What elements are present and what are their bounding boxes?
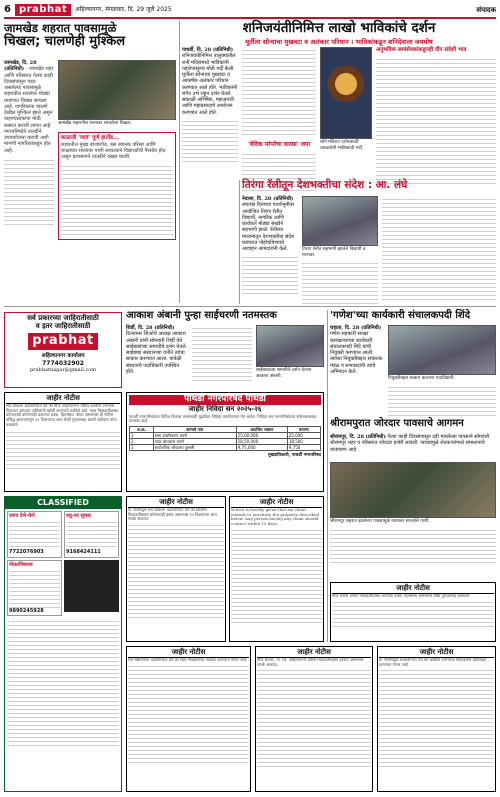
story-jamkhed-headline-2: चिखल; चालणेही मुश्किल: [4, 33, 126, 49]
text-lines: [9, 519, 60, 549]
masthead: [4, 3, 496, 19]
tender-col-header: अंदाजित रक्कम: [236, 427, 287, 433]
story-shani-dateline: पाथर्डी, दि. 28 (प्रतिनिधी): [182, 47, 234, 53]
ad-office: अहिल्यानगर कार्यालय: [41, 352, 85, 359]
table-cell: 25,00,000: [236, 433, 287, 439]
text-lines: [242, 47, 316, 137]
table-cell: गटार बांधकाम करणे: [153, 439, 236, 445]
masthead-dateline: अहिल्यानगर, मंगळवार, दि. 29 जुलै 2025: [75, 6, 172, 14]
ad-logo: prabhat: [28, 333, 98, 349]
classified-title: CLASSIFIED: [5, 497, 121, 509]
table-cell: रस्ता डांबरीकरण करणे: [153, 433, 236, 439]
story-jamkhed-text: [4, 60, 54, 227]
text-lines: [257, 667, 371, 767]
story-ganesh-headline: 'गणेश'च्या कार्यकारी संचालकपदी शिंदे: [330, 310, 471, 321]
story-jamkhed-photo-block: [58, 60, 176, 127]
tender-subtitle: जाहीर निविदा सन २०२५-२६: [188, 404, 262, 413]
classified-dark-ad: [64, 560, 119, 612]
story-tiranga-text: [242, 196, 298, 294]
classified-section-2: वधू-वर सूचक: [66, 513, 91, 519]
shrirampur-photo-caption: श्रीरामपूर शहरात झालेल्या पावसामुळे रस्त्यावर साचलेले पाणी.: [330, 519, 430, 524]
notice-title: जाहीर नोटीस: [257, 648, 371, 658]
table-cell: 1: [130, 433, 154, 439]
story-ambani: [126, 310, 324, 321]
story-jamkhed-body: - जामखेड शहर आणि परिसरात गेल्या काही दिवसांपासून पडत असलेल्या पावसामुळे शहरातील रस्त्यांवर मोठ्या प्रमाणात चिखल साचला आहे. नागरिकांना चालणे देखील मुश्किल झाले असून वाहनचालकांना मोठी कसरत करावी लागत आहे. नगरपरिषदेने तातडीने उपाययोजना करावी अशी मागणी नागरिकांकडून होत आहे.: [4, 66, 54, 154]
tiranga-photo: [302, 196, 378, 246]
ambani-photo: [256, 325, 324, 367]
story-ambani-body: रिलायन्स जिओचे अध्यक्ष आकाश अंबानी यांनी सोमवारी शिर्डी येथे साईबाबांच्या समाधीचे दर्शन घेतले. साईबाबा संस्थानच्या वतीने त्यांचा सत्कार करण्यात आला. यावेळी संस्थानचे पदाधिकारी उपस्थित होते.: [126, 331, 188, 375]
ganesh-photo-block: [388, 325, 496, 416]
story-ganesh: [330, 310, 496, 321]
text-lines: [6, 429, 120, 469]
jamkhed-photo: [58, 60, 176, 120]
notice-left-body: सर्व लोकांना कळविण्यात येते की मौजे अहिल्यानगर येथील खालील वर्णनाची मिळकत आमच्या अशिलांनी खरेदी करण्याचे ठरविले आहे. सदर मिळकतीबाबत कोणाचाही कोणत्याही प्रकारचा हक्क, हितसंबंध, बोजा असल्यास ही नोटीस प्रसिद्ध झाल्यापासून १५ दिवसांच्या आत लेखी पुराव्यासह खाली सहीकार यांना कळवावे.: [6, 402, 119, 427]
shani-idol-photo: [320, 47, 372, 139]
jamkhed-photo-caption: जामखेड शहरातील रस्त्यावर साचलेला चिखल.: [58, 121, 132, 126]
table-cell: 2: [130, 439, 154, 445]
newspaper-logo: prabhat: [15, 4, 71, 17]
table-cell: 3: [130, 445, 154, 451]
text-lines: [376, 56, 496, 186]
story-ganesh-text: [330, 325, 384, 375]
story-shrirampur-body: गेल्या काही दिवसांपासून दडी मारलेल्या पावसाने सोमवारी श्रीरामपूर शहर व परिसरात जोरदार हजेरी लावली. पावसामुळे शेतकऱ्यांमध्ये समाधानाचे वातावरण आहे.: [330, 434, 490, 453]
story-tiranga: [242, 180, 496, 192]
column-divider: [179, 21, 180, 303]
shani-quote-title: 'वेदिक परंपरेचा वारसा' जपा: [247, 141, 311, 148]
jamkhed-box-title: काळजी 'जावं' पूर्ण हातोंड...: [61, 135, 120, 141]
notice-title: जाहीर नोटीस: [128, 498, 224, 508]
story-shrirampur: [330, 418, 496, 429]
shani-right-col: [376, 47, 496, 186]
tender-signature: मुख्याधिकारी, पाथर्डी नगरपरिषद: [268, 453, 321, 459]
text-lines: [379, 667, 494, 767]
story-jamkhed: [4, 22, 154, 53]
notice-title: जाहीर नोटीस: [231, 498, 322, 508]
jamkhed-box-body: शहरातील मुख्य बाजारपेठ, बस स्थानक परिसर आणि शाळांच्या रस्त्यावर पाणी साचल्याने विद्यार्थ्यांची गैरसोय होत असून प्रशासनाने तातडीने दखल घ्यावी.: [61, 141, 166, 161]
shani-col2: [242, 47, 316, 191]
story-ambani-text: [126, 325, 188, 375]
tender-col-header: कामाचे नाव: [153, 427, 236, 433]
text-lines: [7, 618, 119, 748]
shrirampur-photo: [330, 462, 496, 518]
notice-bottom-3: [330, 582, 496, 642]
story-jamkhed-dateline: जामखेड, दि. 28 (प्रतिनिधी): [4, 60, 37, 73]
shani-photo-caption: शनि मंदिरात दर्शनासाठी उसळलेली भाविकांची गर्दी.: [320, 140, 364, 151]
classified-item: [64, 511, 119, 558]
notice-body: Notice is hereby given that my client intends to purchase the property described below. Any person having any claim should contact within 15 days.: [231, 506, 320, 527]
ganesh-photo-caption: नियुक्तीबद्दल सत्कार करताना पदाधिकारी.: [388, 376, 456, 381]
classified-section-1: जागा देणे-घेणे: [9, 513, 35, 519]
text-lines: [192, 325, 252, 381]
text-lines: [66, 519, 117, 549]
shani-right-title: अनुभविक स्वयंसेवकांकडूनही दीप संदेशी भाव: [376, 47, 467, 53]
classified-item: [7, 511, 62, 558]
text-lines: [388, 384, 496, 416]
story-tiranga-headline: तिरंगा रॅलीतून देशभक्तीचा संदेश : आ. लंघे: [242, 179, 408, 191]
tiranga-right-col: [382, 196, 496, 300]
tiranga-photo-block: [302, 196, 378, 304]
notice-left: [4, 392, 122, 492]
table-cell: 9,750: [287, 445, 320, 451]
page-number: 6: [4, 3, 11, 15]
notice-body: या नोटीसीद्वारे कळविण्यात येते की खालील वर्णनाच्या मिळकतीचे खरेदीखत करण्यात येणार आहे.: [379, 656, 487, 667]
section-name: संपादक: [476, 5, 496, 14]
column-divider: [239, 180, 240, 304]
notice-left-title: जाहीर नोटीस: [6, 394, 120, 404]
classified-phone-1: 7722076903: [9, 549, 44, 556]
tiranga-photo-caption: तिरंगा रॅलीत सहभागी झालेले विद्यार्थी व मान्यवर.: [302, 247, 366, 258]
story-ambani-headline: आकाश अंबानी पुन्हा साईचरणी नतमस्तक: [126, 310, 277, 321]
text-lines: [382, 196, 496, 300]
advertisement-box: [4, 312, 122, 388]
story-ambani-dateline: शिर्डी, दि. 28 (प्रतिनिधी): [126, 325, 175, 331]
text-lines: [182, 118, 238, 164]
story-ganesh-body: गणेश सहकारी साखर कारखान्याच्या कार्यकारी संचालकपदी शिंदे यांची नियुक्ती करण्यात आली. त्यांच्या नियुक्तीबद्दल संचालक मंडळ व सभासदांनी त्यांचे अभिनंदन केले.: [330, 331, 383, 375]
text-lines: [128, 522, 224, 618]
text-lines: [4, 157, 54, 227]
story-shrirampur-text: [330, 434, 496, 453]
tender-table: [129, 426, 321, 451]
tender-body: पाथर्डी नगरपरिषदेच्या विविध विकास कामांसाठी मुद्रांकित निविदा मागविण्यात येत आहेत. निविदा संच नगरपरिषदेच्या संकेतस्थळावर उपलब्ध आहे.: [129, 413, 317, 424]
story-shani-subhead: मूर्तीला सोन्याचा मुखवटा व अलंकार परिधान । भाविकांकडून शनिदेवाला जयघोष: [245, 37, 433, 46]
tender-notice: [126, 392, 324, 492]
classified-block: [4, 496, 122, 792]
section-divider: [4, 306, 496, 307]
story-shani: [182, 21, 496, 46]
ganesh-photo: [388, 325, 496, 375]
ambani-photo-block: [256, 325, 324, 379]
story-shani-body: शनिजयंतीनिमित्त तालुक्यातील शनी मंदिरांमध्ये भाविकांनी पहाटेपासूनच मोठी गर्दी केली. मूर्तीला सोन्याचा मुखवटा व आकर्षक अलंकार परिधान करण्यात आले होते. भाविकांनी रांगेत उभे राहून दर्शन घेतले. सकाळी अभिषेक, महाआरती आणि महाप्रसादाचे आयोजन करण्यात आले होते.: [182, 53, 238, 116]
notice-title: जाहीर नोटीस: [379, 648, 494, 658]
text-lines: [242, 254, 298, 294]
story-tiranga-dateline: नेवासा, दि. 28 (प्रतिनिधी): [242, 196, 294, 202]
table-cell: सार्वजनिक शौचालय दुरुस्ती: [153, 445, 236, 451]
story-shrirampur-dateline: श्रीरामपूर, दि. 28 (प्रतिनिधी): [330, 434, 386, 440]
text-lines: [128, 663, 249, 763]
notice-body: या नोटीसद्वारे सर्व लोकांना कळविण्यात येते की खालील मिळकतीबाबत कोणाचाही हक्क असल्यास १५ दिवसांच्या आत संपर्क साधावा.: [128, 506, 217, 522]
story-tiranga-body: स्वातंत्र्य दिनाच्या पार्श्वभूमीवर आयोजित तिरंगा रॅलीत विद्यार्थी, नागरिक आणि कार्यकर्ते मोठ्या संख्येने सहभागी झाले. रॅलीच्या माध्यमातून देशभक्तीचा संदेश घराघरात पोहोचविण्याचे आवाहन आमदारांनी केले.: [242, 202, 295, 252]
tender-col-header: अ.क्र.: [130, 427, 154, 433]
text-lines: [302, 260, 378, 304]
notice-body: मौजे येथील जमीन मिळकतीबाबत कोणाचा हक्क, हितसंबंध असल्यास लेखी पुराव्यासह कळवावे.: [332, 592, 471, 598]
ambani-photo-caption: साईबाबांच्या समाधीचे दर्शन घेताना आकाश अंबानी.: [256, 368, 312, 379]
text-lines: [330, 527, 496, 563]
text-lines: [231, 527, 322, 623]
ambani-col2: [192, 325, 252, 381]
notice-bottom-6: [377, 646, 496, 792]
classified-item: [7, 560, 62, 617]
notice-body: मौजे सावेडी, ता. जि. अहिल्यानगर येथील मिळकतीबाबत हरकत असल्यास संपर्क साधावा.: [257, 656, 364, 667]
table-row: [130, 445, 321, 451]
shani-photo-block: [320, 47, 372, 151]
notice-bottom-4: [126, 646, 251, 792]
shrirampur-photo-block: [330, 462, 496, 563]
classified-phone-2: 9168424111: [66, 549, 101, 556]
notice-bottom-1: [126, 496, 226, 642]
table-cell: 18,50,000: [236, 439, 287, 445]
ad-email: prabhatnagar@gmail.com: [29, 367, 97, 373]
table-cell: 18,500: [287, 439, 320, 445]
story-shani-headline: शनिजयंतीनिमित्त लाखो भाविकांचे दर्शन: [242, 20, 436, 36]
notice-title: जाहीर नोटीस: [332, 584, 494, 594]
ad-line-1: सर्व प्रकारच्या जाहिरातीसाठी: [27, 314, 99, 322]
table-cell: 9,75,000: [236, 445, 287, 451]
classified-section-3: नोकरविषयक: [9, 561, 33, 568]
text-lines: [9, 568, 60, 608]
story-shani-text: [182, 47, 238, 164]
story-shrirampur-headline: श्रीरामपुरात जोरदार पावसाचे आगमन: [330, 418, 464, 429]
ad-phone: 7774032902: [42, 359, 84, 367]
ad-line-2: व इतर जाहिरातीसाठी: [35, 321, 91, 330]
column-divider: [327, 310, 328, 642]
jamkhed-side-box: [58, 132, 176, 240]
tender-title: पाथर्डी नगरपरिषद पाथर्डी: [129, 395, 321, 405]
notice-bottom-5: [255, 646, 373, 792]
notice-title: जाहीर नोटीस: [128, 648, 249, 658]
notice-body: सर्व संबंधितांना कळविण्यात येते की सदर मिळकतीचा व्यवहार करण्यात येणार आहे.: [128, 656, 248, 662]
text-lines: [332, 599, 494, 627]
story-ganesh-dateline: राहाता, दि. 28 (प्रतिनिधी): [330, 325, 382, 331]
story-jamkhed-headline-1: जामखेड शहरात पावसामुळे: [4, 21, 117, 35]
classified-phone-3: 9890245928: [9, 607, 44, 614]
tender-col-header: बयाणा: [287, 427, 320, 433]
table-cell: 25,000: [287, 433, 320, 439]
text-lines: [61, 163, 173, 237]
notice-bottom-2: [229, 496, 324, 642]
